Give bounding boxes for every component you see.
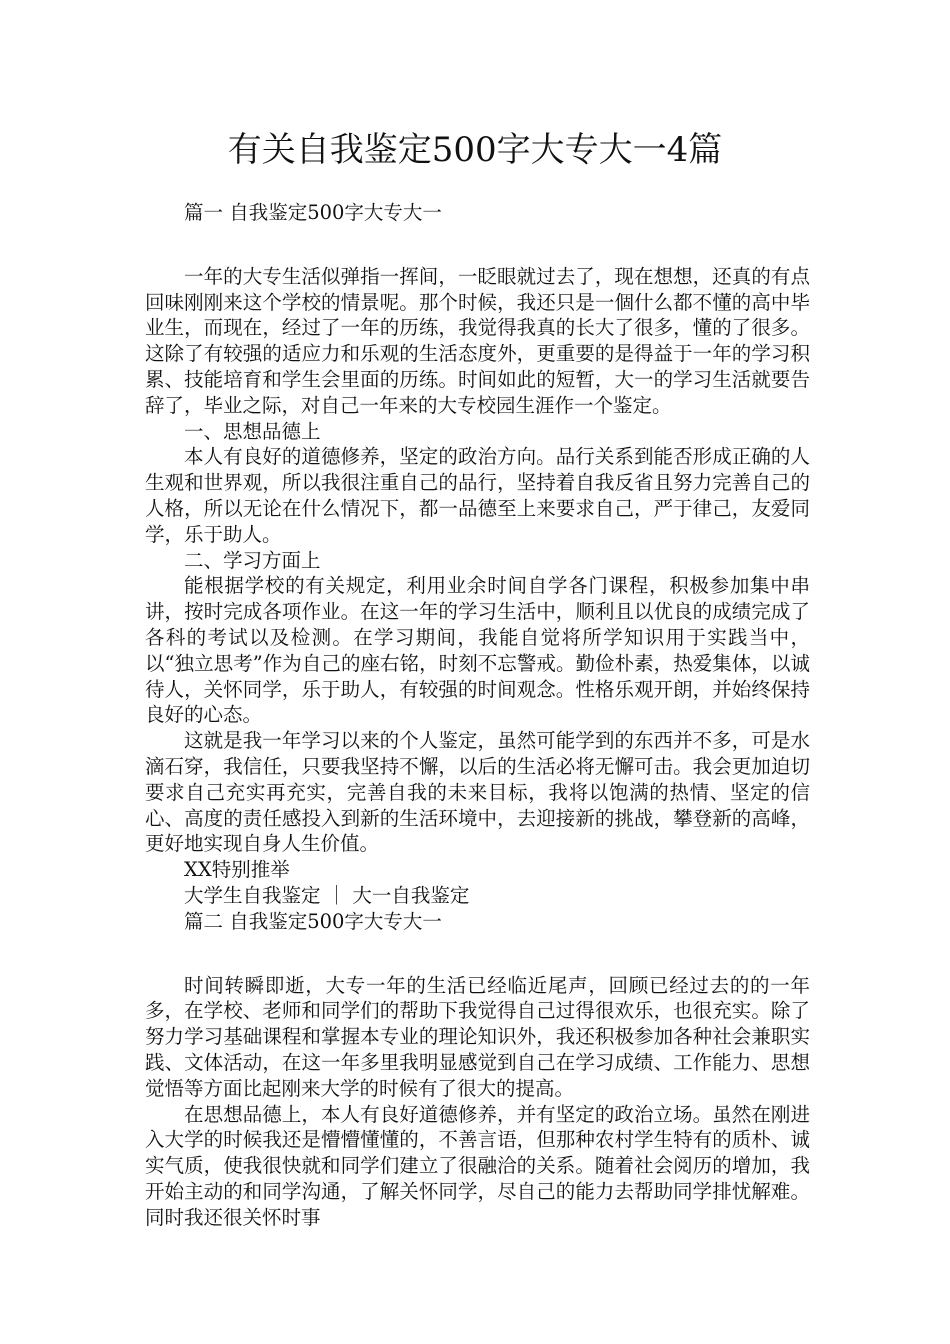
recommend-links[interactable]: 大学生自我鉴定 ｜ 大一自我鉴定 [184, 883, 470, 907]
section2-heading: 篇二 自我鉴定500字大专大一 [184, 909, 442, 933]
spacer [145, 226, 810, 264]
section1-paragraph-3: 能根据学校的有关规定，利用业余时间自学各门课程，积极参加集中串讲，按时完成各项作业。在这一年的学习生活中，顺利且以优良的成绩完成了各科的考试以及检测。在学习期间，我能自觉将所学知识用于实践当中，以“独立思考”作为自己的座右铭，时刻不忘警戒。勤俭朴素，热爱集体，以诚待人，关怀同学，乐于助人，有较强的时间观念。性格乐观开朗，并始终保持良好的心态。 [145, 574, 810, 727]
section2-paragraph-2: 在思想品德上，本人有良好道德修养，并有坚定的政治立场。虽然在刚进入大学的时候我还是懵懵懂懂的，不善言语，但那种农村学生特有的质朴、诚实气质，使我很快就和同学们建立了很融洽的关系。随着社会阅历的增加，我开始主动的和同学沟通，了解关怀同学，尽自己的能力去帮助同学排忧解难。同时我还很关怀时事 [145, 1102, 810, 1229]
document-title: 有关自我鉴定500字大专大一4篇 [227, 130, 723, 170]
section1-paragraph-2: 本人有良好的道德修养，坚定的政治方向。品行关系到能否形成正确的人生观和世界观，所以我很注重自己的品行，坚持着自我反省且努力完善自己的人格，所以无论在什么情况下，都一品德至上来要求自己，严于律己，友爱同学，乐于助人。 [145, 445, 810, 546]
recommend-label: XX特别推举 [184, 858, 290, 882]
section1-paragraph-4: 这就是我一年学习以来的个人鉴定，虽然可能学到的东西并不多，可是水滴石穿，我信任，只要我坚持不懈，以后的生活必将无懈可击。我会更加迫切要求自己充实再充实，完善自我的未来目标，我将以饱满的热情、坚定的信心、高度的责任感投入到新的生活环境中，去迎接新的挑战，攀登新的高峰，更好地实现自身人生价值。 [145, 729, 810, 856]
document-body [145, 200, 810, 1230]
section1-subheading-2: 二、学习方面上 [184, 548, 321, 572]
spacer [145, 935, 810, 973]
section1-heading: 篇一 自我鉴定500字大专大一 [184, 201, 442, 224]
section1-subheading-1: 一、思想品德上 [184, 419, 321, 443]
section1-paragraph-1: 一年的大专生活似弹指一挥间，一眨眼就过去了，现在想想，还真的有点回味刚刚来这个学校的情景呢。那个时候，我还只是一個什么都不懂的高中毕业生，而现在，经过了一年的历练，我觉得我真的长大了很多，懂的了很多。这除了有较强的适应力和乐观的生活态度外，更重要的是得益于一年的学习积累、技能培育和学生会里面的历练。时间如此的短暂，大一的学习生活就要告辞了，毕业之际，对自己一年来的大专校园生涯作一个鉴定。 [145, 264, 810, 417]
section2-paragraph-1: 时间转瞬即逝，大专一年的生活已经临近尾声，回顾已经过去的的一年多，在学校、老师和同学们的帮助下我觉得自己过得很欢乐，也很充实。除了努力学习基础课程和掌握本专业的理论知识外，我还积极参加各种社会兼职实践、文体活动，在这一年多里我明显感觉到自己在学习成绩、工作能力、思想觉悟等方面比起刚来大学的时候有了很大的提高。 [145, 973, 810, 1100]
